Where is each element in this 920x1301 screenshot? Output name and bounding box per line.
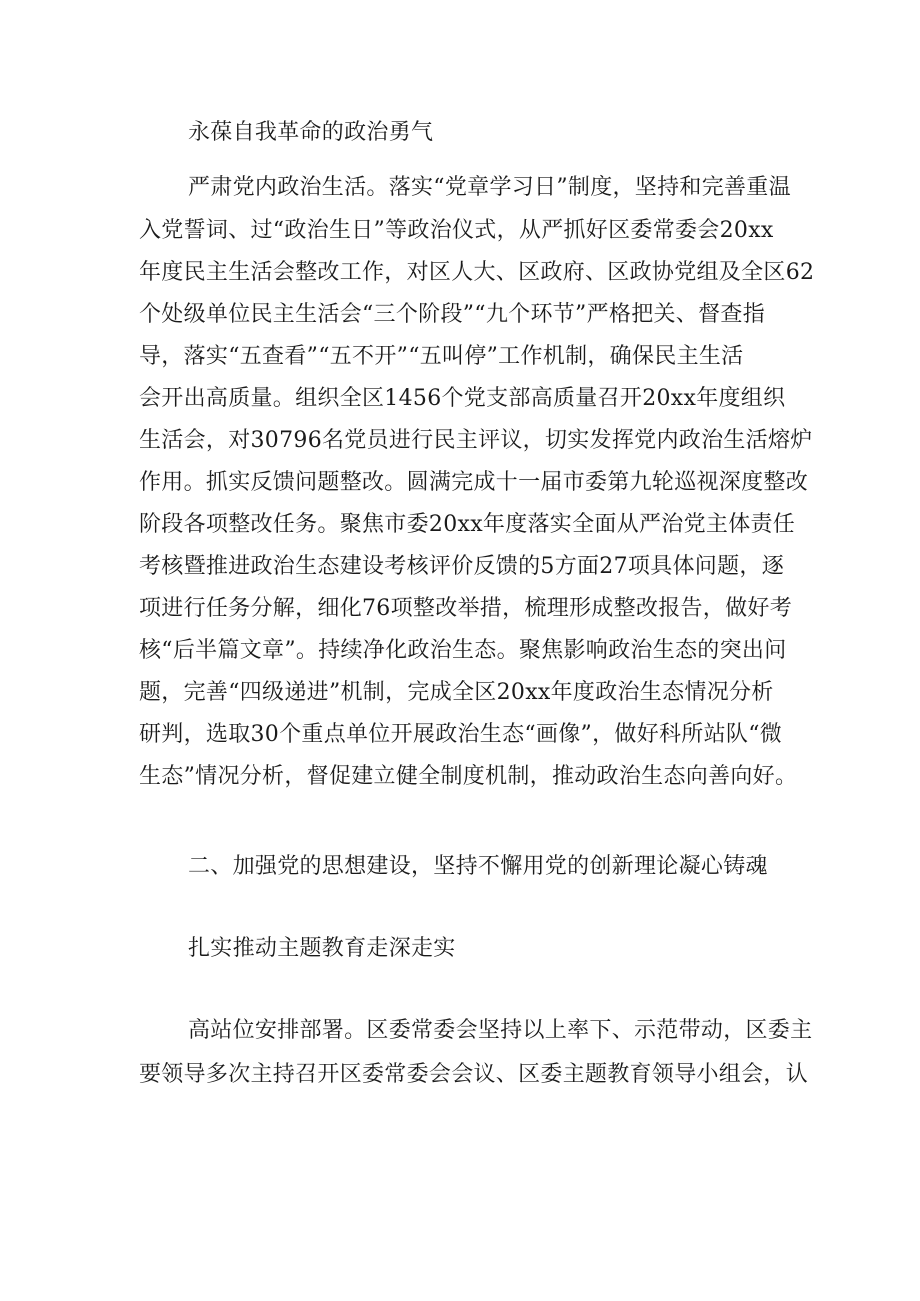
paragraph-line: 作用。抓实反馈问题整改。圆满完成十一届市委第九轮巡视深度整改 — [139, 470, 809, 495]
paragraph-line: 年度民主生活会整改工作，对区人大、区政府、区政协党组及全区62 — [139, 260, 815, 285]
paragraph-line: 会开出高质量。组织全区1456个党支部高质量召开20xx年度组织 — [139, 386, 786, 411]
paragraph-line: 生态”情况分析，督促建立健全制度机制，推动政治生态向善向好。 — [139, 764, 798, 789]
chapter-heading: 二、加强党的思想建设，坚持不懈用党的创新理论凝心铸魂 — [188, 854, 768, 879]
paragraph-line: 研判，选取30个重点单位开展政治生态“画像”，做好科所站队“微 — [139, 722, 783, 747]
paragraph-line: 导，落实“五查看”“五不开”“五叫停”工作机制，确保民主生活 — [139, 344, 744, 369]
paragraph-line: 题，完善“四级递进”机制，完成全区20xx年度政治生态情况分析 — [139, 680, 774, 705]
paragraph-line: 要领导多次主持召开区委常委会会议、区委主题教育领导小组会，认 — [139, 1062, 809, 1087]
section-heading: 扎实推动主题教育走深走实 — [188, 936, 456, 961]
paragraph-line: 阶段各项整改任务。聚焦市委20xx年度落实全面从严治党主体责任 — [139, 512, 796, 537]
paragraph-line: 严肃党内政治生活。落实“党章学习日”制度，坚持和完善重温 — [188, 175, 791, 200]
paragraph-line: 生活会，对30796名党员进行民主评议，切实发挥党内政治生活熔炉 — [139, 428, 813, 453]
paragraph-line: 项进行任务分解，细化76项整改举措，梳理形成整改报告，做好考 — [139, 596, 792, 621]
paragraph-line: 考核暨推进政治生态建设考核评价反馈的5方面27项具体问题，逐 — [139, 554, 784, 579]
paragraph-line: 入党誓词、过“政治生日”等政治仪式，从严抓好区委常委会20xx — [139, 218, 774, 243]
paragraph-line: 个处级单位民主生活会“三个阶段”“九个环节”严格把关、督查指 — [139, 302, 765, 327]
section-heading: 永葆自我革命的政治勇气 — [188, 120, 434, 145]
paragraph-line: 核“后半篇文章”。持续净化政治生态。聚焦影响政治生态的突出问 — [139, 638, 787, 663]
paragraph-line: 高站位安排部署。区委常委会坚持以上率下、示范带动，区委主 — [188, 1018, 813, 1043]
